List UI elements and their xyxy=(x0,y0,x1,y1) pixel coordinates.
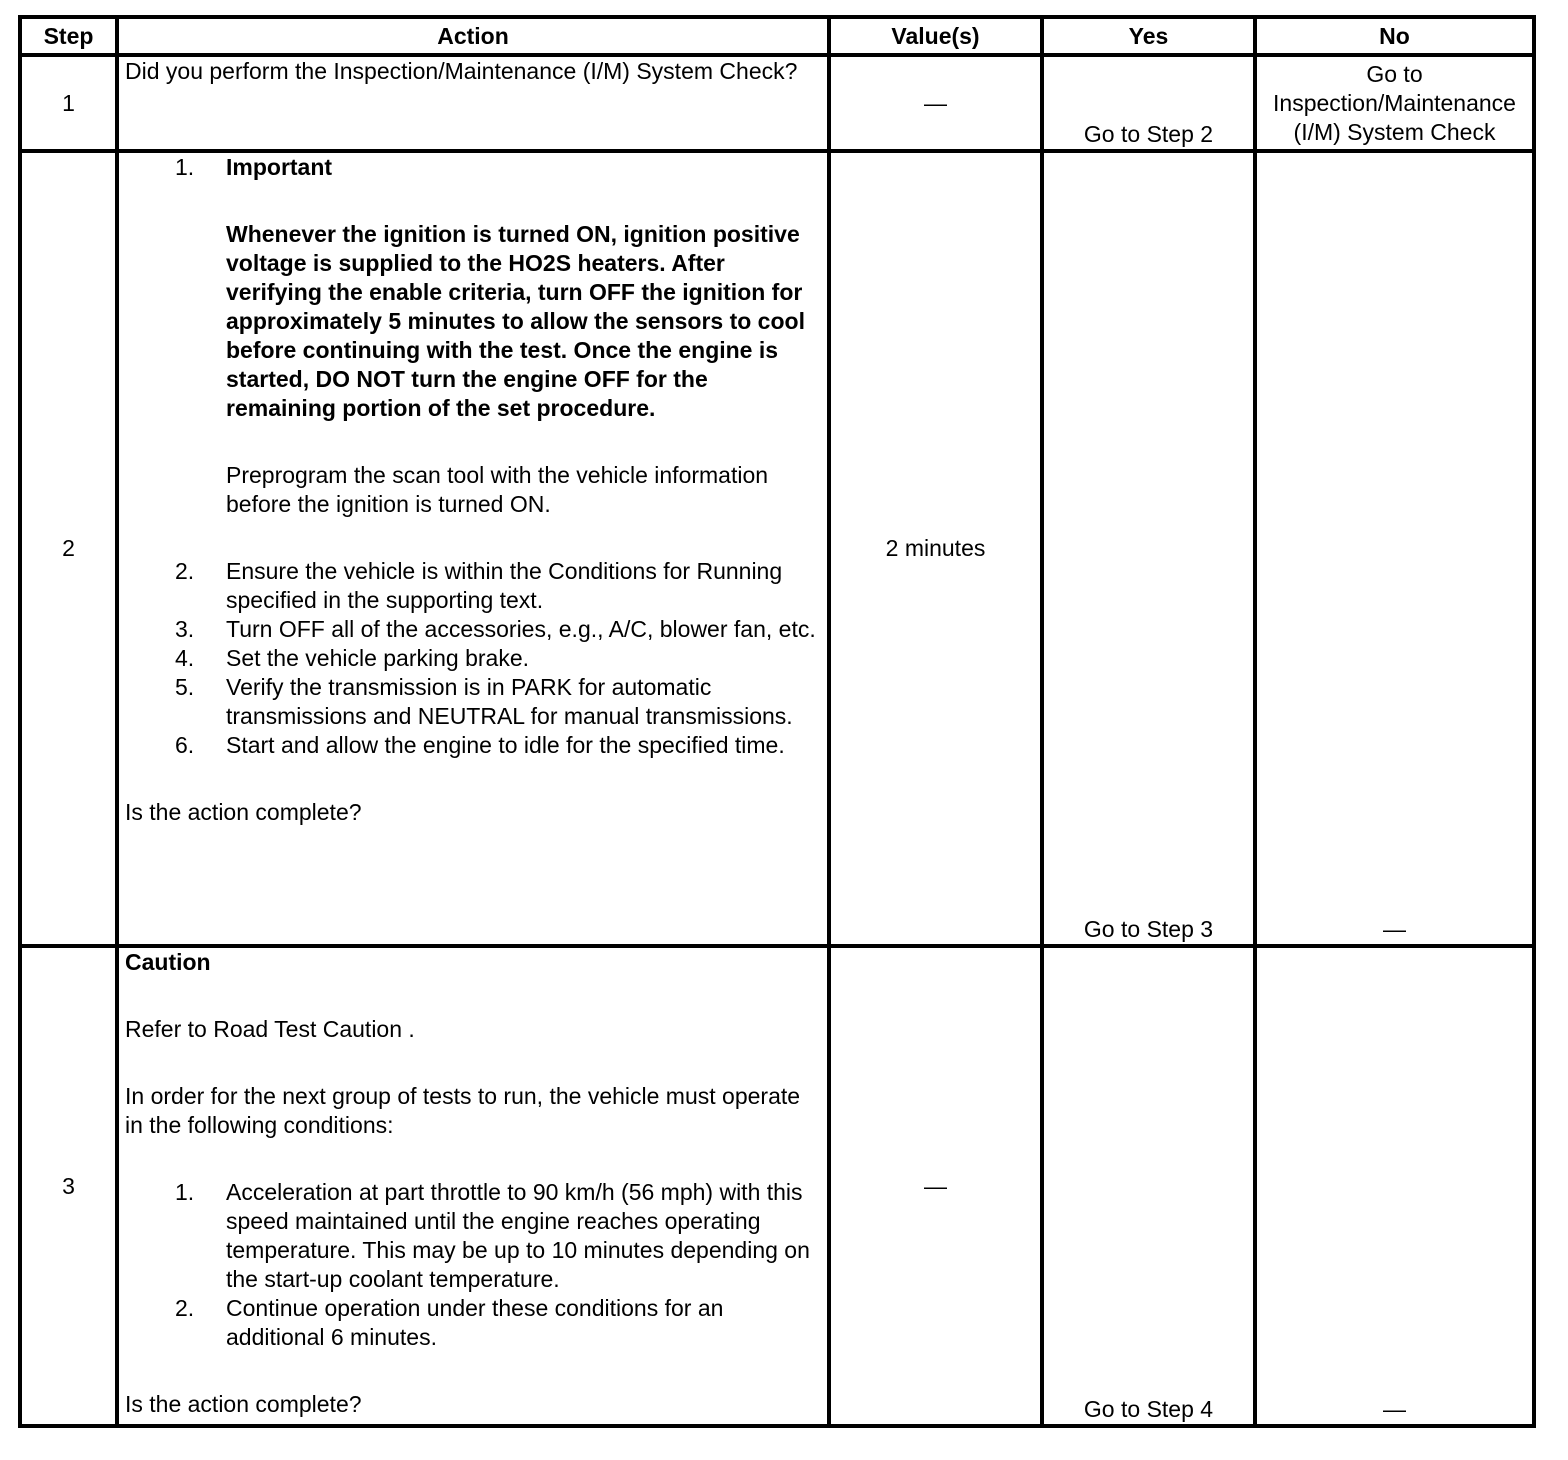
list-item-text: Verify the transmission is in PARK for automatic transmissions and NEUTRAL for manual transmissions. xyxy=(226,674,793,729)
conditions-intro: In order for the next group of tests to run, the vehicle must operate in the following conditions: xyxy=(125,1083,801,1138)
list-item-text: Turn OFF all of the accessories, e.g., A/C, blower fan, etc. xyxy=(226,616,816,642)
list-item-number: 1. xyxy=(175,154,195,180)
value-cell: — xyxy=(829,946,1042,1426)
value-cell: 2 minutes xyxy=(829,151,1042,946)
table-row-step-2 xyxy=(20,151,1534,946)
action-steps-list xyxy=(125,153,821,760)
list-item-text: Start and allow the engine to idle for the specified time. xyxy=(226,732,785,758)
list-item xyxy=(125,731,821,760)
list-item-number: 1. xyxy=(175,1179,195,1205)
action-cell xyxy=(117,151,829,946)
yes-cell: Go to Step 2 xyxy=(1042,55,1255,151)
document-page xyxy=(18,15,1536,1428)
header-no: No xyxy=(1255,17,1534,55)
header-action: Action xyxy=(117,17,829,55)
list-item-number: 2. xyxy=(175,1295,195,1321)
important-text: Whenever the ignition is turned ON, ignition positive voltage is supplied to the HO2S heaters. After verifying the enable criteria, turn OFF the ignition for approximately 5 minutes to allow the sensors to cool before continuing with the test. Once the engine is started, DO NOT turn the engine OFF for the remaining portion of the set procedure. xyxy=(226,221,805,421)
list-item-body xyxy=(226,153,821,557)
list-item-text: Continue operation under these conditions for an additional 6 minutes. xyxy=(226,1295,724,1350)
no-cell: — xyxy=(1255,946,1534,1426)
table-row-step-3 xyxy=(20,946,1534,1426)
action-question: Did you perform the Inspection/Maintenance (I/M) System Check? xyxy=(125,58,798,84)
header-yes: Yes xyxy=(1042,17,1255,55)
header-values: Value(s) xyxy=(829,17,1042,55)
action-cell xyxy=(117,55,829,151)
list-item xyxy=(125,615,821,644)
list-item-number: 3. xyxy=(175,616,195,642)
caution-heading: Caution xyxy=(125,949,211,975)
no-cell: Go to Inspection/Maintenance (I/M) System Check xyxy=(1255,55,1534,151)
table-row-step-1 xyxy=(20,55,1534,151)
action-question: Is the action complete? xyxy=(125,799,362,825)
step-number: 3 xyxy=(20,946,117,1426)
list-item xyxy=(125,1294,821,1352)
list-item xyxy=(125,644,821,673)
header-row xyxy=(20,17,1534,55)
action-cell xyxy=(117,946,829,1426)
caution-text: Refer to Road Test Caution . xyxy=(125,1016,415,1042)
list-item-text: Ensure the vehicle is within the Conditions for Running specified in the supporting text. xyxy=(226,558,783,613)
list-item-number: 2. xyxy=(175,558,195,584)
step-number: 2 xyxy=(20,151,117,946)
diagnostic-procedure-table xyxy=(18,15,1536,1428)
list-item-text: Preprogram the scan tool with the vehicle information before the ignition is turned ON. xyxy=(226,462,769,517)
list-item xyxy=(125,153,821,557)
action-question: Is the action complete? xyxy=(125,1391,362,1417)
header-step: Step xyxy=(20,17,117,55)
list-item-number: 5. xyxy=(175,674,195,700)
yes-cell: Go to Step 4 xyxy=(1042,946,1255,1426)
no-cell: — xyxy=(1255,151,1534,946)
list-item-number: 6. xyxy=(175,732,195,758)
list-item xyxy=(125,673,821,731)
list-item-text: Acceleration at part throttle to 90 km/h (56 mph) with this speed maintained until the engine reaches operating temperature. This may be up to 10 minutes depending on the start-up coolant temperature. xyxy=(226,1179,810,1292)
step-number: 1 xyxy=(20,55,117,151)
important-heading: Important xyxy=(226,154,333,180)
conditions-list xyxy=(125,1178,821,1352)
list-item xyxy=(125,1178,821,1294)
value-cell: — xyxy=(829,55,1042,151)
list-item xyxy=(125,557,821,615)
list-item-number: 4. xyxy=(175,645,195,671)
yes-cell: Go to Step 3 xyxy=(1042,151,1255,946)
list-item-text: Set the vehicle parking brake. xyxy=(226,645,530,671)
